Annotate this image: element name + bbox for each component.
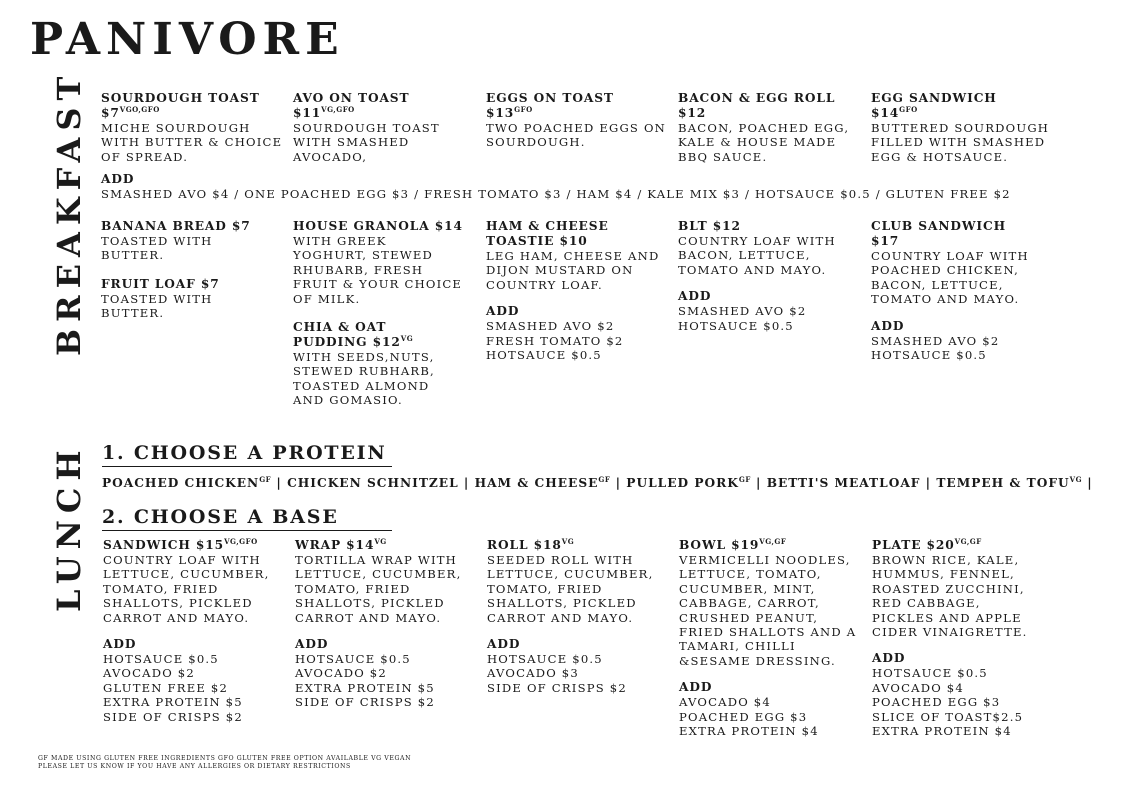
breakfast-col-2	[293, 219, 463, 422]
menu-item-sourdough-toast	[101, 91, 286, 164]
dietary-tag: VGO,GFO	[119, 104, 160, 114]
protein-option: CHICKEN SCHNITZEL	[287, 476, 459, 490]
item-description: SOURDOUGH TOAST WITH SMASHED AVOCADO,	[293, 121, 440, 164]
item-description: BROWN RICE, KALE, HUMMUS, FENNEL, ROASTED ZUCCHINI, RED CABBAGE, PICKLES AND APPLE CIDER VINAIGRETTE.	[872, 553, 1028, 640]
item-name: SOURDOUGH TOAST	[101, 91, 260, 105]
item-description: BUTTERED SOURDOUGH FILLED WITH SMASHED EGG & HOTSAUCE.	[871, 121, 1050, 164]
item-name: HAM & CHEESE TOASTIE $10	[486, 219, 609, 248]
item-description: TWO POACHED EGGS ON SOURDOUGH.	[486, 121, 667, 150]
dietary-tag: VG	[1069, 474, 1083, 484]
item-name: BLT $12	[678, 219, 741, 233]
add-ons-list: SMASHED AVO $4 / ONE POACHED EGG $3 / FRESH TOMATO $3 / HAM $4 / KALE MIX $3 / HOTSAUCE $0.5 / GLUTEN FREE $2	[101, 187, 1011, 201]
item-description: COUNTRY LOAF WITH BACON, LETTUCE, TOMATO AND MAYO.	[678, 234, 836, 277]
item-description: LEG HAM, CHEESE AND DIJON MUSTARD ON COUNTRY LOAF.	[486, 249, 660, 292]
add-on: AVOCADO $2	[103, 666, 195, 681]
separator: |	[750, 476, 767, 490]
item-name: EGG SANDWICH	[871, 91, 997, 105]
add-on: HOTSAUCE $0.5	[487, 652, 603, 667]
base-roll	[487, 538, 672, 695]
add-on: EXTRA PROTEIN $5	[295, 680, 435, 695]
menu-item-club-sandwich	[871, 219, 1041, 362]
add-label: ADD	[679, 680, 713, 695]
add-on: AVOCADO $4	[679, 695, 771, 710]
protein-list	[102, 476, 1112, 490]
add-on: HOTSAUCE $0.5	[103, 652, 219, 667]
add-on: POACHED EGG $3	[872, 695, 1001, 710]
dietary-tag: GFO	[899, 104, 918, 114]
dietary-tag: GF	[259, 474, 272, 484]
add-label: ADD	[103, 637, 137, 652]
item-description: SEEDED ROLL WITH LETTUCE, CUCUMBER, TOMATO, FRIED SHALLOTS, PICKLED CARROT AND MAYO.	[487, 553, 654, 625]
dietary-key: GF MADE USING GLUTEN FREE INGREDIENTS GFO GLUTEN FREE OPTION AVAILABLE VG VEGAN	[38, 755, 412, 762]
menu-item-fruit-loaf	[101, 277, 286, 321]
lunch-heading: LUNCH	[50, 443, 88, 612]
dietary-tag: VG	[561, 536, 575, 546]
base-plate	[872, 538, 1047, 738]
add-on: SIDE OF CRISPS $2	[295, 695, 435, 710]
item-description: WITH SEEDS,NUTS, STEWED RUBHARB, TOASTED ALMOND AND GOMASIO.	[293, 350, 435, 408]
item-description: TORTILLA WRAP WITH LETTUCE, CUCUMBER, TOMATO, FRIED SHALLOTS, PICKLED CARROT AND MAYO.	[295, 553, 462, 625]
dietary-tag: VG,GFO	[321, 104, 355, 114]
item-name: EGGS ON TOAST	[486, 91, 614, 105]
add-on: AVOCADO $3	[487, 666, 579, 681]
breakfast-heading: BREAKFAST	[50, 69, 88, 356]
add-on: HOTSAUCE $0.5	[872, 666, 988, 681]
add-label: ADD	[487, 637, 521, 652]
item-name: PLATE $20	[872, 538, 955, 552]
item-price: $7	[101, 106, 120, 120]
item-name: CLUB SANDWICH $17	[871, 219, 1007, 248]
menu-item-eggs-on-toast	[486, 91, 671, 150]
choose-protein-heading: 1. CHOOSE A PROTEIN	[102, 441, 392, 467]
item-name: BOWL $19	[679, 538, 760, 552]
dietary-tag: VG,GF	[954, 536, 982, 546]
menu-item-blt	[678, 219, 848, 333]
menu-item-egg-sandwich	[871, 91, 1056, 164]
breakfast-col-1	[101, 219, 286, 335]
item-name: HOUSE GRANOLA $14	[293, 219, 463, 233]
add-on: EXTRA PROTEIN $4	[872, 724, 1012, 739]
base-wrap	[295, 538, 480, 710]
add-on: SMASHED AVO $2	[678, 304, 807, 319]
item-description: TOASTED WITH BUTTER.	[101, 234, 213, 263]
menu-item-ham-cheese-toastie	[486, 219, 661, 362]
item-name: BACON & EGG ROLL	[678, 91, 836, 105]
add-on: EXTRA PROTEIN $4	[679, 724, 819, 739]
add-on: FRESH TOMATO $2	[486, 333, 624, 348]
item-name: FRUIT LOAF $7	[101, 276, 220, 291]
item-price: $13	[486, 106, 515, 120]
item-description: VERMICELLI NOODLES, LETTUCE, TOMATO, CUCUMBER, MINT, CABBAGE, CARROT, CRUSHED PEANUT, FRIED SHALLOTS AND A TAMARI, CHILLI &SESAME DRESSING.	[679, 553, 857, 668]
choose-base-heading: 2. CHOOSE A BASE	[102, 505, 392, 531]
item-price: $12	[678, 106, 707, 120]
add-on: SMASHED AVO $2	[871, 333, 1000, 348]
dietary-tag: VG	[374, 536, 387, 546]
item-description: BACON, POACHED EGG, KALE & HOUSE MADE BBQ SAUCE.	[678, 121, 850, 164]
dietary-tag: VG	[400, 333, 414, 343]
dietary-tag: VG,GFO	[224, 536, 258, 546]
item-name: ROLL $18	[487, 538, 562, 552]
add-on: EXTRA PROTEIN $5	[103, 695, 243, 710]
add-on: SLICE OF TOAST$2.5	[872, 709, 1024, 724]
add-label: ADD	[295, 637, 329, 652]
brand-logo: PANIVORE	[30, 14, 345, 65]
separator: |	[458, 476, 475, 490]
add-on: HOTSAUCE $0.5	[871, 348, 987, 363]
separator: |	[271, 476, 288, 490]
item-name: BANANA BREAD $7	[101, 219, 251, 233]
protein-option: POACHED CHICKEN	[102, 476, 260, 490]
separator: |	[610, 476, 627, 490]
protein-option: PULLED PORK	[626, 476, 739, 490]
add-label: ADD	[101, 172, 135, 186]
add-on: SMASHED AVO $2	[486, 319, 615, 334]
dietary-tag: GFO	[514, 104, 533, 114]
add-on: AVOCADO $2	[295, 666, 387, 681]
item-name: WRAP $14	[295, 538, 375, 552]
protein-option: HAM & CHEESE	[474, 476, 599, 490]
item-description: TOASTED WITH BUTTER.	[101, 291, 213, 321]
add-label: ADD	[871, 318, 905, 333]
add-on: POACHED EGG $3	[679, 709, 808, 724]
add-on: GLUTEN FREE $2	[103, 680, 229, 695]
item-price: $14	[871, 106, 900, 120]
protein-option: BETTI'S MEATLOAF	[766, 476, 921, 490]
add-on: HOTSAUCE $0.5	[678, 318, 794, 333]
protein-option: TEMPEH & TOFU	[936, 476, 1070, 490]
menu-item-avo-on-toast	[293, 91, 478, 164]
item-description: MICHE SOURDOUGH WITH BUTTER & CHOICE OF SPREAD.	[101, 121, 283, 164]
add-label: ADD	[678, 289, 712, 304]
add-on: SIDE OF CRISPS $2	[103, 709, 243, 724]
separator: |	[1082, 476, 1093, 490]
add-label: ADD	[486, 304, 520, 319]
add-on: HOTSAUCE $0.5	[295, 652, 411, 667]
base-bowl	[679, 538, 859, 738]
menu-item-banana-bread	[101, 219, 286, 263]
add-label: ADD	[872, 651, 906, 666]
dietary-tag: GF	[598, 474, 611, 484]
item-name: SANDWICH $15	[103, 538, 225, 552]
separator: |	[920, 476, 937, 490]
item-name: AVO ON TOAST	[293, 91, 410, 105]
item-description: WITH GREEK YOGHURT, STEWED RHUBARB, FRESH FRUIT & YOUR CHOICE OF MILK.	[293, 234, 463, 306]
add-on: HOTSAUCE $0.5	[486, 348, 602, 363]
allergy-note: PLEASE LET US KNOW IF YOU HAVE ANY ALLERGIES OR DIETARY RESTRICTIONS	[38, 763, 351, 770]
base-sandwich	[103, 538, 288, 724]
menu-item-house-granola	[293, 219, 463, 306]
breakfast-add-ons	[101, 172, 1101, 201]
item-description: COUNTRY LOAF WITH LETTUCE, CUCUMBER, TOMATO, FRIED SHALLOTS, PICKLED CARROT AND MAYO.	[103, 553, 270, 625]
item-name: CHIA & OAT PUDDING $12	[293, 320, 401, 350]
dietary-tag: GF	[738, 474, 751, 484]
menu-item-bacon-egg-roll	[678, 91, 863, 164]
item-description: COUNTRY LOAF WITH POACHED CHICKEN, BACON, LETTUCE, TOMATO AND MAYO.	[871, 249, 1029, 307]
add-on: AVOCADO $4	[872, 680, 964, 695]
menu-item-chia-oat-pudding	[293, 320, 463, 408]
dietary-tag: VG,GF	[759, 536, 787, 546]
add-on: SIDE OF CRISPS $2	[487, 680, 627, 695]
item-price: $11	[293, 106, 322, 120]
dietary-legend	[38, 755, 411, 771]
